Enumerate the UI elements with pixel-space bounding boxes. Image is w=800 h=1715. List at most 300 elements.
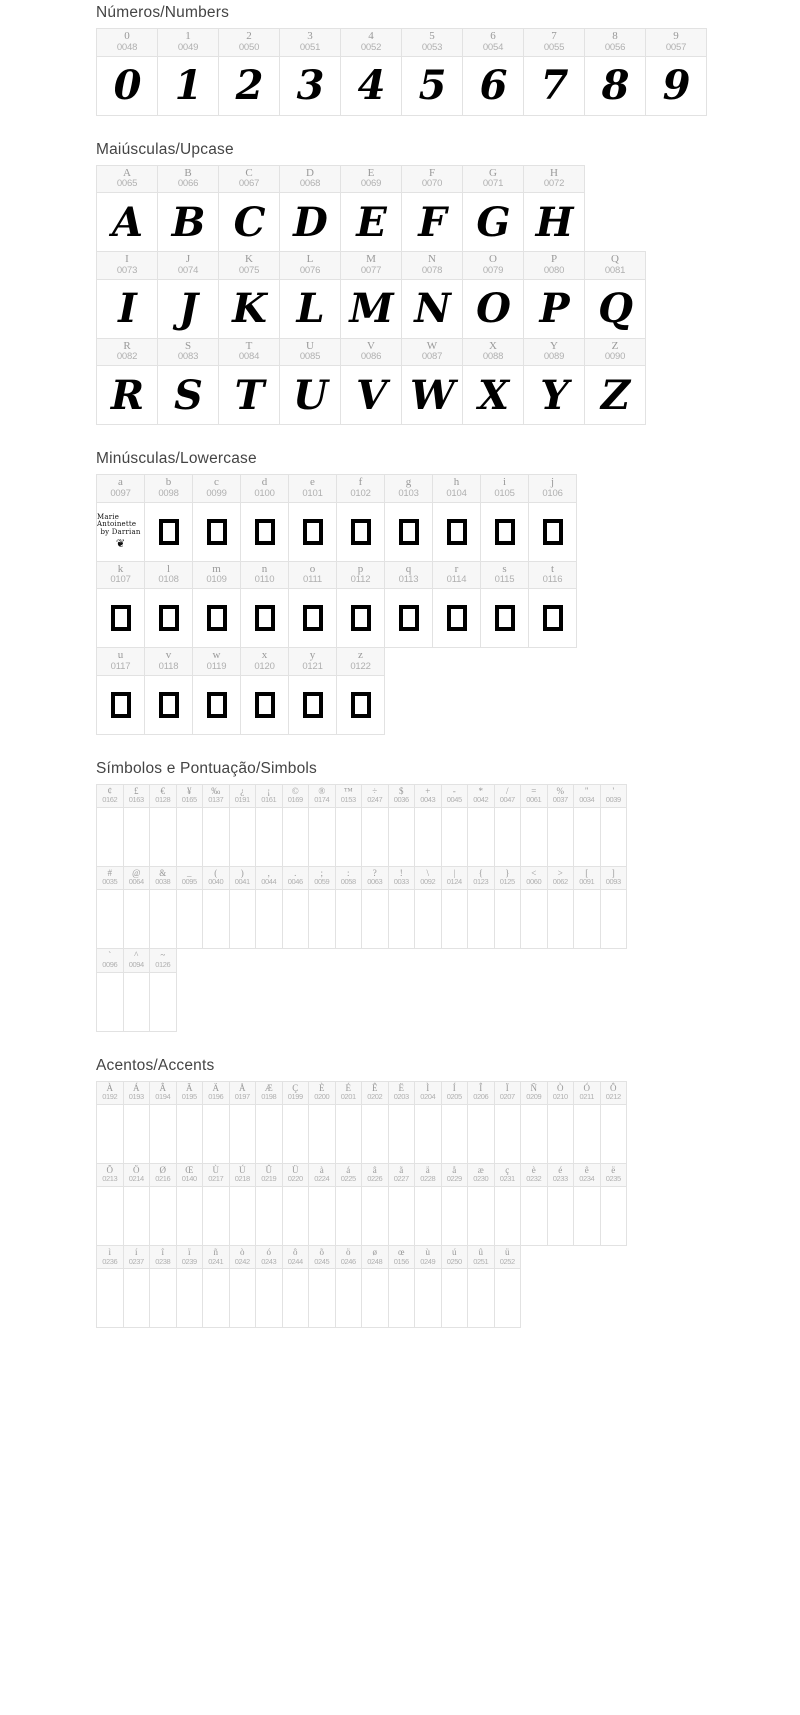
glyph-cell[interactable] xyxy=(361,1081,389,1164)
glyph-cell[interactable] xyxy=(96,28,158,116)
glyph-cell[interactable] xyxy=(288,561,337,649)
glyph-preview xyxy=(362,1187,388,1245)
glyph-cell[interactable] xyxy=(288,474,337,562)
glyph-cell-header xyxy=(97,252,157,280)
glyph-cell[interactable] xyxy=(340,165,402,253)
glyph-cell[interactable] xyxy=(218,251,280,339)
glyph-preview xyxy=(548,808,574,866)
glyph-cell[interactable] xyxy=(600,1163,628,1246)
glyph-cell[interactable] xyxy=(547,1163,575,1246)
glyph-cell-header xyxy=(463,339,523,367)
glyph-cell[interactable] xyxy=(600,866,628,949)
glyph-cell[interactable] xyxy=(144,561,193,649)
glyph-cell[interactable] xyxy=(388,1081,416,1164)
glyph-code-label: 0071 xyxy=(482,178,504,190)
glyph-cell[interactable] xyxy=(600,784,628,867)
glyph-cell[interactable] xyxy=(573,866,601,949)
glyph-char-label: : xyxy=(346,867,350,878)
glyph-cell[interactable] xyxy=(96,866,124,949)
glyph-cell[interactable] xyxy=(96,784,124,867)
glyph-cell[interactable] xyxy=(144,474,193,562)
glyph-preview xyxy=(385,503,432,561)
glyph-preview xyxy=(289,503,336,561)
glyph-cell[interactable] xyxy=(123,866,151,949)
glyph-code-label: 0078 xyxy=(421,264,443,276)
missing-glyph-box-icon xyxy=(159,692,179,718)
glyph-cell[interactable] xyxy=(255,866,283,949)
glyph-cell[interactable] xyxy=(520,866,548,949)
glyph-cell[interactable] xyxy=(229,1245,257,1328)
glyph-cell[interactable] xyxy=(218,28,280,116)
glyph-cell[interactable] xyxy=(528,474,577,562)
glyph-code-label: 0116 xyxy=(542,574,563,586)
glyph-cell[interactable] xyxy=(584,338,646,426)
glyph-cell[interactable] xyxy=(335,784,363,867)
glyph-cell[interactable] xyxy=(282,1163,310,1246)
glyph-cell-header xyxy=(341,29,401,57)
glyph-cell-header xyxy=(97,648,144,676)
glyph-cell[interactable] xyxy=(520,1163,548,1246)
glyph-char-label: ¥ xyxy=(187,785,192,796)
glyph-row xyxy=(96,251,645,338)
missing-glyph-box-icon xyxy=(303,519,323,545)
glyph-preview xyxy=(97,973,123,1031)
glyph-cell[interactable] xyxy=(361,1245,389,1328)
glyph-cell[interactable] xyxy=(523,251,585,339)
glyph-cell[interactable] xyxy=(157,165,219,253)
glyph-cell[interactable] xyxy=(480,474,529,562)
glyph-cell[interactable] xyxy=(441,866,469,949)
glyph-cell[interactable] xyxy=(645,28,707,116)
glyph-preview: 7 xyxy=(540,62,568,110)
glyph-cell[interactable] xyxy=(467,784,495,867)
glyph-cell[interactable] xyxy=(282,1245,310,1328)
glyph-cell[interactable] xyxy=(202,784,230,867)
glyph-cell-header xyxy=(463,252,523,280)
glyph-preview xyxy=(495,808,521,866)
glyph-cell[interactable] xyxy=(157,338,219,426)
glyph-cell[interactable] xyxy=(218,165,280,253)
glyph-cell-header xyxy=(97,166,157,194)
glyph-char-label: Ä xyxy=(212,1082,219,1093)
glyph-char-label: E xyxy=(367,166,375,179)
glyph-preview xyxy=(309,890,335,948)
glyph-code-label: 0230 xyxy=(473,1174,489,1184)
glyph-preview xyxy=(574,808,600,866)
glyph-cell[interactable] xyxy=(255,1163,283,1246)
glyph-cell-header xyxy=(256,785,282,808)
glyph-cell[interactable] xyxy=(96,251,158,339)
glyph-cell[interactable] xyxy=(384,474,433,562)
glyph-code-label: 0064 xyxy=(128,877,144,887)
glyph-cell[interactable] xyxy=(480,561,529,649)
glyph-char-label: Q xyxy=(611,253,619,266)
missing-glyph-box-icon xyxy=(159,605,179,631)
glyph-cell-header xyxy=(574,867,600,890)
glyph-cell-header xyxy=(230,1164,256,1187)
glyph-cell[interactable] xyxy=(229,1081,257,1164)
glyph-code-label: 0202 xyxy=(367,1091,383,1101)
glyph-row xyxy=(96,784,626,866)
glyph-cell[interactable] xyxy=(255,1245,283,1328)
glyph-preview xyxy=(389,890,415,948)
glyph-cell[interactable] xyxy=(494,1163,522,1246)
glyph-grid-accents xyxy=(96,1081,636,1328)
glyph-cell-header xyxy=(177,1082,203,1105)
glyph-cell[interactable] xyxy=(123,784,151,867)
glyph-cell[interactable] xyxy=(467,1245,495,1328)
glyph-code-label: 0205 xyxy=(446,1091,462,1101)
glyph-cell[interactable] xyxy=(547,784,575,867)
glyph-preview xyxy=(442,1187,468,1245)
glyph-cell[interactable] xyxy=(96,474,145,562)
glyph-code-label: 0236 xyxy=(102,1256,118,1266)
glyph-char-label: d xyxy=(261,476,268,489)
glyph-cell-header xyxy=(548,1082,574,1105)
glyph-cell[interactable] xyxy=(176,1081,204,1164)
glyph-code-label: 0082 xyxy=(116,351,138,363)
glyph-cell[interactable] xyxy=(494,1245,522,1328)
glyph-cell[interactable] xyxy=(176,866,204,949)
glyph-cell[interactable] xyxy=(279,338,341,426)
glyph-char-label: ç xyxy=(505,1164,510,1175)
glyph-preview xyxy=(177,1269,203,1327)
glyph-preview: B xyxy=(171,198,205,246)
glyph-code-label: 0097 xyxy=(110,487,131,499)
glyph-cell[interactable] xyxy=(229,1163,257,1246)
glyph-cell[interactable] xyxy=(388,1245,416,1328)
glyph-preview xyxy=(97,589,144,647)
glyph-cell[interactable] xyxy=(176,1163,204,1246)
glyph-code-label: 0036 xyxy=(393,795,409,805)
glyph-cell-header xyxy=(97,475,144,503)
glyph-cell[interactable] xyxy=(96,647,145,735)
glyph-char-label: % xyxy=(556,785,564,796)
glyph-cell[interactable] xyxy=(149,1163,177,1246)
glyph-cell[interactable] xyxy=(335,1245,363,1328)
glyph-cell-header xyxy=(158,252,218,280)
glyph-preview xyxy=(601,808,627,866)
glyph-cell[interactable] xyxy=(144,647,193,735)
glyph-cell[interactable] xyxy=(340,28,402,116)
glyph-cell[interactable] xyxy=(96,165,158,253)
glyph-cell[interactable] xyxy=(255,784,283,867)
glyph-cell[interactable] xyxy=(414,866,442,949)
glyph-char-label: Â xyxy=(159,1082,166,1093)
glyph-code-label: 0228 xyxy=(420,1174,436,1184)
glyph-cell[interactable] xyxy=(240,647,289,735)
glyph-code-label: 0217 xyxy=(208,1174,224,1184)
glyph-cell[interactable] xyxy=(282,866,310,949)
glyph-cell-header xyxy=(529,562,576,590)
glyph-cell[interactable] xyxy=(282,1081,310,1164)
glyph-code-label: 0079 xyxy=(482,264,504,276)
missing-glyph-box-icon xyxy=(207,692,227,718)
glyph-cell-header xyxy=(283,1246,309,1269)
missing-glyph-box-icon xyxy=(351,519,371,545)
glyph-cell[interactable] xyxy=(462,251,524,339)
glyph-code-label: 0077 xyxy=(360,264,382,276)
glyph-preview xyxy=(283,1187,309,1245)
glyph-code-label: 0054 xyxy=(482,41,504,53)
glyph-cell[interactable] xyxy=(388,784,416,867)
glyph-char-label: c xyxy=(214,476,219,489)
glyph-char-label: < xyxy=(531,867,537,878)
glyph-char-label: n xyxy=(261,562,268,575)
glyph-preview xyxy=(521,890,547,948)
glyph-cell[interactable] xyxy=(255,1081,283,1164)
glyph-cell[interactable] xyxy=(123,1163,151,1246)
glyph-cell[interactable] xyxy=(520,784,548,867)
glyph-preview xyxy=(230,1269,256,1327)
glyph-cell[interactable] xyxy=(584,28,646,116)
glyph-cell[interactable] xyxy=(340,251,402,339)
glyph-cell[interactable] xyxy=(467,1081,495,1164)
glyph-preview xyxy=(203,1269,229,1327)
artwork-line-1: Marie Antoinette xyxy=(97,512,137,529)
glyph-code-label: 0087 xyxy=(421,351,443,363)
glyph-cell[interactable] xyxy=(361,1163,389,1246)
glyph-cell[interactable] xyxy=(335,1163,363,1246)
glyph-cell[interactable] xyxy=(414,1163,442,1246)
glyph-cell[interactable] xyxy=(401,28,463,116)
glyph-char-label: ¡ xyxy=(267,785,271,796)
glyph-preview xyxy=(193,589,240,647)
glyph-char-label: t xyxy=(550,562,555,575)
glyph-char-label: ¢ xyxy=(107,785,112,796)
glyph-cell[interactable] xyxy=(547,1081,575,1164)
glyph-cell[interactable] xyxy=(123,948,151,1031)
glyph-preview xyxy=(230,890,256,948)
glyph-cell-header xyxy=(468,1164,494,1187)
glyph-cell[interactable] xyxy=(335,1081,363,1164)
glyph-cell[interactable] xyxy=(123,1245,151,1328)
glyph-preview: 6 xyxy=(479,62,507,110)
glyph-cell[interactable] xyxy=(467,866,495,949)
glyph-cell[interactable] xyxy=(573,1163,601,1246)
glyph-cell[interactable] xyxy=(96,338,158,426)
glyph-char-label: Ï xyxy=(505,1082,509,1093)
glyph-cell[interactable] xyxy=(441,1163,469,1246)
glyph-preview xyxy=(256,1269,282,1327)
glyph-cell[interactable] xyxy=(96,1245,124,1328)
glyph-cell[interactable] xyxy=(388,866,416,949)
glyph-cell-header xyxy=(521,867,547,890)
glyph-cell[interactable] xyxy=(279,165,341,253)
glyph-cell[interactable] xyxy=(288,647,337,735)
glyph-cell[interactable] xyxy=(157,28,219,116)
glyph-cell[interactable] xyxy=(96,561,145,649)
glyph-cell[interactable] xyxy=(192,647,241,735)
glyph-cell[interactable] xyxy=(192,561,241,649)
glyph-cell[interactable] xyxy=(414,1081,442,1164)
glyph-cell-header xyxy=(150,867,176,890)
glyph-cell-header xyxy=(415,1246,441,1269)
glyph-cell[interactable] xyxy=(96,1163,124,1246)
glyph-preview xyxy=(574,890,600,948)
section-upcase xyxy=(96,137,800,425)
glyph-cell[interactable] xyxy=(414,1245,442,1328)
glyph-cell-header xyxy=(521,1164,547,1187)
glyph-code-label: 0108 xyxy=(158,574,179,586)
glyph-cell[interactable] xyxy=(192,474,241,562)
glyph-char-label: ÷ xyxy=(372,785,378,796)
glyph-cell[interactable] xyxy=(441,1245,469,1328)
glyph-char-label: F xyxy=(428,166,436,179)
glyph-cell-header xyxy=(529,475,576,503)
glyph-cell[interactable] xyxy=(462,28,524,116)
glyph-cell[interactable] xyxy=(282,784,310,867)
glyph-cell[interactable] xyxy=(202,1163,230,1246)
glyph-cell-header xyxy=(219,339,279,367)
glyph-cell[interactable] xyxy=(528,561,577,649)
glyph-cell[interactable] xyxy=(157,251,219,339)
glyph-cell[interactable] xyxy=(414,784,442,867)
glyph-cell-header xyxy=(97,562,144,590)
glyph-cell[interactable] xyxy=(384,561,433,649)
glyph-cell[interactable] xyxy=(308,1163,336,1246)
glyph-preview xyxy=(433,589,480,647)
glyph-cell[interactable] xyxy=(494,866,522,949)
glyph-preview xyxy=(145,503,192,561)
glyph-preview xyxy=(97,1105,123,1163)
glyph-cell[interactable] xyxy=(361,866,389,949)
glyph-cell[interactable] xyxy=(523,338,585,426)
glyph-cell[interactable] xyxy=(441,784,469,867)
glyph-cell[interactable] xyxy=(388,1163,416,1246)
glyph-cell[interactable] xyxy=(467,1163,495,1246)
glyph-cell[interactable] xyxy=(149,784,177,867)
glyph-cell[interactable] xyxy=(336,474,385,562)
glyph-cell[interactable] xyxy=(308,1245,336,1328)
glyph-cell[interactable] xyxy=(202,866,230,949)
glyph-cell[interactable] xyxy=(335,866,363,949)
glyph-code-label: 0105 xyxy=(494,487,515,499)
section-title-upcase: Maiúsculas/Upcase xyxy=(96,140,234,158)
glyph-cell[interactable] xyxy=(96,1081,124,1164)
glyph-cell[interactable] xyxy=(462,165,524,253)
glyph-grid-numbers xyxy=(96,28,800,115)
glyph-cell-header xyxy=(97,867,123,890)
glyph-char-label: 6 xyxy=(490,30,496,42)
glyph-row xyxy=(96,948,176,1030)
glyph-preview xyxy=(230,808,256,866)
glyph-cell[interactable] xyxy=(573,784,601,867)
glyph-cell[interactable] xyxy=(361,784,389,867)
glyph-char-label: û xyxy=(478,1247,483,1258)
glyph-cell[interactable] xyxy=(229,866,257,949)
glyph-cell[interactable] xyxy=(149,1245,177,1328)
glyph-char-label: T xyxy=(245,339,253,352)
glyph-code-label: 0161 xyxy=(261,795,277,805)
glyph-cell[interactable] xyxy=(523,28,585,116)
glyph-cell-header xyxy=(389,785,415,808)
glyph-cell-header xyxy=(230,1082,256,1105)
glyph-cell[interactable] xyxy=(96,948,124,1031)
glyph-preview: F xyxy=(418,198,446,246)
glyph-cell[interactable] xyxy=(432,474,481,562)
glyph-preview xyxy=(415,1269,441,1327)
glyph-cell[interactable] xyxy=(308,1081,336,1164)
glyph-code-label: 0094 xyxy=(128,959,144,969)
glyph-code-label: 0169 xyxy=(287,795,303,805)
glyph-preview: U xyxy=(293,371,327,419)
glyph-code-label: 0214 xyxy=(128,1174,144,1184)
glyph-cell-header xyxy=(415,1164,441,1187)
glyph-code-label: 0231 xyxy=(499,1174,515,1184)
glyph-cell[interactable] xyxy=(229,784,257,867)
glyph-cell[interactable] xyxy=(308,866,336,949)
glyph-cell[interactable] xyxy=(218,338,280,426)
glyph-cell[interactable] xyxy=(176,1245,204,1328)
glyph-char-label: k xyxy=(117,562,124,575)
glyph-cell-header xyxy=(283,785,309,808)
glyph-cell[interactable] xyxy=(149,1081,177,1164)
glyph-cell[interactable] xyxy=(202,1245,230,1328)
glyph-cell[interactable] xyxy=(340,338,402,426)
glyph-row xyxy=(96,647,384,734)
glyph-cell[interactable] xyxy=(336,561,385,649)
glyph-cell[interactable] xyxy=(240,561,289,649)
glyph-code-label: 0080 xyxy=(543,264,565,276)
glyph-char-label: í xyxy=(134,1247,138,1258)
glyph-cell[interactable] xyxy=(279,251,341,339)
glyph-char-label: J xyxy=(185,253,191,266)
glyph-cell[interactable] xyxy=(401,165,463,253)
glyph-cell-header xyxy=(521,1082,547,1105)
glyph-code-label: 0238 xyxy=(155,1256,171,1266)
glyph-cell[interactable] xyxy=(401,338,463,426)
glyph-cell[interactable] xyxy=(494,784,522,867)
glyph-cell[interactable] xyxy=(432,561,481,649)
glyph-cell[interactable] xyxy=(494,1081,522,1164)
glyph-cell-header xyxy=(362,785,388,808)
glyph-cell[interactable] xyxy=(523,165,585,253)
glyph-cell[interactable] xyxy=(547,866,575,949)
glyph-cell[interactable] xyxy=(573,1081,601,1164)
glyph-char-label: ‰ xyxy=(211,785,221,796)
glyph-cell[interactable] xyxy=(441,1081,469,1164)
glyph-cell[interactable] xyxy=(279,28,341,116)
glyph-cell[interactable] xyxy=(123,1081,151,1164)
glyph-preview xyxy=(362,1269,388,1327)
glyph-cell[interactable] xyxy=(336,647,385,735)
glyph-cell[interactable] xyxy=(462,338,524,426)
glyph-cell[interactable] xyxy=(176,784,204,867)
glyph-code-label: 0103 xyxy=(398,487,419,499)
glyph-cell[interactable] xyxy=(600,1081,628,1164)
glyph-cell[interactable] xyxy=(520,1081,548,1164)
glyph-preview: K xyxy=(232,285,266,333)
glyph-cell[interactable] xyxy=(149,866,177,949)
glyph-char-label: ) xyxy=(240,867,244,878)
glyph-code-label: 0227 xyxy=(393,1174,409,1184)
glyph-cell[interactable] xyxy=(240,474,289,562)
section-lowercase xyxy=(96,446,800,734)
glyph-preview xyxy=(337,589,384,647)
glyph-char-label: - xyxy=(452,785,456,796)
glyph-cell[interactable] xyxy=(308,784,336,867)
glyph-cell-header xyxy=(158,29,218,57)
glyph-cell-header xyxy=(585,339,645,367)
glyph-char-label: Ü xyxy=(292,1164,299,1175)
glyph-code-label: 0039 xyxy=(605,795,621,805)
glyph-cell[interactable] xyxy=(584,251,646,339)
glyph-cell[interactable] xyxy=(202,1081,230,1164)
glyph-code-label: 0209 xyxy=(526,1091,542,1101)
glyph-cell[interactable] xyxy=(401,251,463,339)
glyph-cell[interactable] xyxy=(149,948,177,1031)
